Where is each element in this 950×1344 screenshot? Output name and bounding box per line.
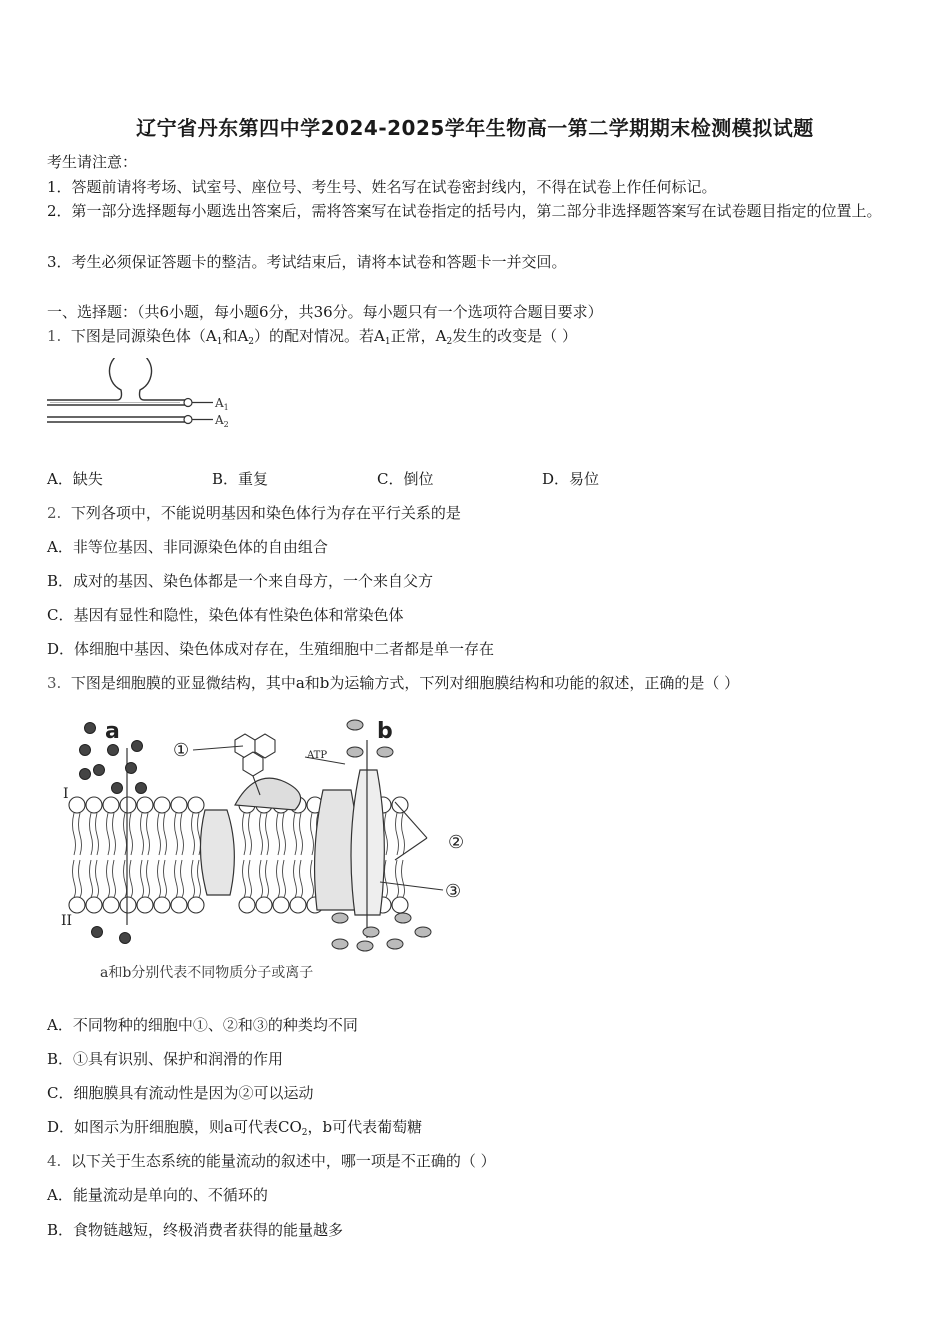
q1-text: 正常，A: [390, 327, 447, 345]
particle-a: [126, 763, 137, 774]
lipid-head: [69, 897, 85, 913]
particle-b: [332, 939, 348, 949]
q4-option-a[interactable]: A．能量流动是单向的、不循环的: [47, 1186, 268, 1204]
lipid-tail: [396, 813, 405, 855]
q3-option-b[interactable]: B．①具有识别、保护和润滑的作用: [47, 1050, 284, 1068]
q1-text: ）的配对情况。若A: [254, 327, 385, 345]
lipid-tail: [192, 813, 201, 855]
q3-option-d-sub: 2: [301, 1128, 308, 1138]
lipid-tail: [192, 860, 201, 897]
lipid-head: [154, 797, 170, 813]
particle-b: [347, 747, 363, 757]
lipid-head: [392, 897, 408, 913]
lipid-head: [86, 797, 102, 813]
lipid-tail: [294, 813, 303, 855]
question-number: 4.: [47, 1152, 62, 1170]
q4-option-b[interactable]: B．食物链越短，终极消费者获得的能量越多: [47, 1221, 344, 1239]
lipid-tail: [90, 860, 99, 897]
label-a: a: [105, 719, 120, 744]
q2-option-a[interactable]: A．非等位基因、非同源染色体的自由组合: [47, 538, 328, 556]
lipid-tail: [260, 813, 269, 855]
lipid-tail: [124, 860, 133, 897]
q2-option-c[interactable]: C．基因有显性和隐性，染色体有性染色体和常染色体: [47, 606, 404, 624]
q1-sub: 2: [248, 337, 255, 347]
notice-item-2: 2．第一部分选择题每小题选出答案后，需将答案写在试卷指定的括号内，第二部分非选择题答案写在试卷题目指定的位置上。: [47, 202, 882, 220]
particle-b: [387, 939, 403, 949]
particle-a: [80, 769, 91, 780]
q1-option-d[interactable]: D．易位: [542, 470, 600, 488]
particle-a: [112, 783, 123, 794]
lipid-tail: [158, 860, 167, 897]
label-a1: $A_1$: [215, 396, 229, 412]
lipid-head: [69, 797, 85, 813]
particle-a: [80, 745, 91, 756]
cell-membrane-figure: [55, 710, 485, 960]
particle-a: [120, 933, 131, 944]
chromosome-pairing-figure: [45, 358, 245, 436]
particle-b: [377, 747, 393, 757]
q3-option-d[interactable]: [47, 1117, 422, 1143]
sugar-chain: [243, 752, 263, 776]
question-number: 2.: [47, 504, 62, 522]
protein-peripheral: [235, 778, 301, 810]
particle-b: [332, 913, 348, 923]
particle-b: [395, 913, 411, 923]
lipid-tail: [141, 860, 150, 897]
q1-text: 发生的改变是（ ）: [452, 327, 577, 345]
particle-a: [132, 741, 143, 752]
lipid-tail: [90, 813, 99, 855]
page-title: 辽宁省丹东第四中学2024-2025学年生物高一第二学期期末检测模拟试题: [136, 116, 814, 140]
question-4: [47, 1151, 496, 1171]
lipid-tail: [294, 860, 303, 897]
lipid-head: [137, 797, 153, 813]
protein-carrier-right: [351, 770, 384, 915]
particle-a: [92, 927, 103, 938]
q1-option-b[interactable]: B．重复: [212, 470, 269, 488]
q1-text: 下图是同源染色体（A: [70, 327, 217, 345]
q2-option-d[interactable]: D．体细胞中基因、染色体成对存在，生殖细胞中二者都是单一存在: [47, 640, 495, 658]
q2-text: 下列各项中，不能说明基因和染色体行为存在平行关系的是: [70, 504, 461, 522]
lipid-tail: [175, 860, 184, 897]
lipid-head: [392, 797, 408, 813]
lipid-head: [120, 797, 136, 813]
particle-a: [108, 745, 119, 756]
label-atp: ATP: [307, 750, 328, 761]
q3-option-a[interactable]: A．不同物种的细胞中①、②和③的种类均不同: [47, 1016, 358, 1034]
lipid-tail: [243, 813, 252, 855]
q1-option-a[interactable]: A．缺失: [47, 470, 103, 488]
particle-b: [363, 927, 379, 937]
lipid-head: [171, 797, 187, 813]
q4-text: 以下关于生态系统的能量流动的叙述中，哪一项是不正确的（ ）: [70, 1152, 496, 1170]
notice-item-1: 1．答题前请将考场、试室号、座位号、考生号、姓名写在试卷密封线内，不得在试卷上作任何标记。: [47, 178, 717, 196]
lipid-tail: [141, 813, 150, 855]
lipid-tail: [175, 813, 184, 855]
notice-heading: 考生请注意：: [47, 153, 138, 171]
particle-a: [136, 783, 147, 794]
particle-b: [415, 927, 431, 937]
lipid-head: [171, 897, 187, 913]
particle-a: [85, 723, 96, 734]
lipid-head: [256, 897, 272, 913]
q1-text: 和A: [222, 327, 249, 345]
q2-option-b[interactable]: B．成对的基因、染色体都是一个来自母方，一个来自父方: [47, 572, 434, 590]
lipid-head: [120, 897, 136, 913]
lipid-tail: [277, 813, 286, 855]
lipid-head: [154, 897, 170, 913]
protein-channel: [200, 810, 234, 895]
figure-caption: a和b分别代表不同物质分子或离子: [100, 965, 314, 981]
lipid-head: [273, 897, 289, 913]
section-heading: 一、选择题：（共6小题，每小题6分，共36分。每小题只有一个选项符合题目要求）: [47, 303, 603, 321]
lipid-head: [86, 897, 102, 913]
q1-option-c[interactable]: C．倒位: [377, 470, 434, 488]
particle-b: [357, 941, 373, 951]
lipid-head: [103, 897, 119, 913]
label-a2: $A_2$: [215, 413, 229, 429]
lipid-head: [188, 797, 204, 813]
question-number: 1.: [47, 327, 62, 345]
q3-option-d-text: ，b可代表葡萄糖: [307, 1118, 423, 1136]
q1-sub: 2: [446, 337, 453, 347]
question-1: [47, 326, 577, 352]
q3-text: 下图是细胞膜的亚显微结构，其中a和b为运输方式，下列对细胞膜结构和功能的叙述，正确的是（ ）: [70, 674, 740, 692]
lipid-tail: [243, 860, 252, 897]
question-3: [47, 673, 739, 693]
lipid-tail: [124, 813, 133, 855]
lipid-tail: [396, 860, 405, 897]
lipid-tail: [73, 813, 82, 855]
label-2: ②: [448, 832, 465, 853]
lipid-head: [239, 897, 255, 913]
label-3: ③: [445, 881, 462, 902]
lipid-tail: [260, 860, 269, 897]
label-side-ii: II: [61, 913, 73, 929]
lipid-head: [290, 897, 306, 913]
q1-sub: 1: [384, 337, 391, 347]
particle-a: [94, 765, 105, 776]
notice-item-3: 3．考生必须保证答题卡的整洁。考试结束后，请将本试卷和答题卡一并交回。: [47, 253, 567, 271]
label-1: ①: [173, 740, 190, 761]
question-number: 3.: [47, 674, 62, 692]
lipid-head: [188, 897, 204, 913]
q3-option-d-text: D．如图示为肝细胞膜，则a可代表CO: [47, 1118, 302, 1136]
question-2: [47, 503, 461, 523]
lipid-tail: [107, 860, 116, 897]
lipid-tail: [277, 860, 286, 897]
q1-sub: 1: [216, 337, 223, 347]
lipid-head: [137, 897, 153, 913]
q3-option-c[interactable]: C．细胞膜具有流动性是因为②可以运动: [47, 1084, 314, 1102]
lipid-head: [103, 797, 119, 813]
label-b: b: [377, 719, 393, 744]
lipid-tail: [107, 813, 116, 855]
lipid-tail: [73, 860, 82, 897]
lipid-tail: [158, 813, 167, 855]
label-side-i: I: [63, 786, 69, 802]
particle-b: [347, 720, 363, 730]
